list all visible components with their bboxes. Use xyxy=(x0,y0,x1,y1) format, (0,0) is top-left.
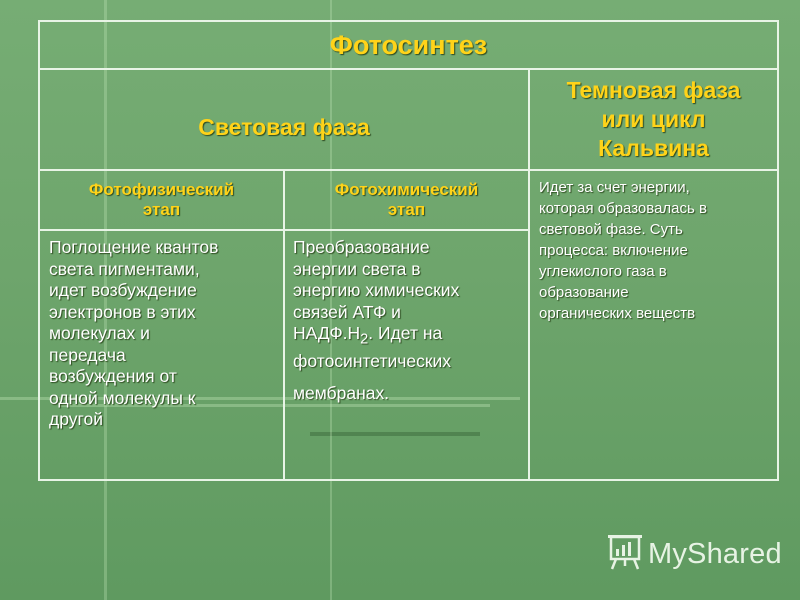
description-line: идет возбуждение xyxy=(49,280,197,300)
photophysical-description xyxy=(39,230,284,480)
stage-line: Фотофизический xyxy=(88,180,235,199)
description-line: связей АТФ и xyxy=(293,301,401,322)
description-line: электронов в этих xyxy=(49,301,196,322)
description-line: световой фазе. Суть xyxy=(539,221,683,238)
photochemical-stage-header xyxy=(284,170,529,230)
stage-line: Фотохимический xyxy=(334,180,479,199)
description-line: Идет за счет энергии, xyxy=(539,179,690,196)
description-line: процесса: включение xyxy=(539,242,688,259)
description-line: другой xyxy=(49,409,104,429)
description-line: энергии света в xyxy=(293,258,421,279)
nadph-text: НАДФ.Н xyxy=(293,323,361,343)
myshared-logo xyxy=(606,533,782,576)
description-line: углекислого газа в xyxy=(539,263,667,280)
description-line: возбуждения от xyxy=(49,366,177,386)
description-line: Преобразование xyxy=(293,237,430,257)
description-line: образование xyxy=(539,284,629,301)
description-line: света пигментами, xyxy=(49,258,200,279)
description-line: передача xyxy=(49,344,126,365)
dark-phase-line: Темновая фаза xyxy=(566,77,741,103)
presentation-board-icon xyxy=(606,533,644,576)
description-line: которая образовалась в xyxy=(539,200,707,217)
description-line: Поглощение квантов xyxy=(49,237,219,257)
subscript: 2 xyxy=(360,331,369,348)
stage-line: этап xyxy=(142,200,181,219)
photochemical-description xyxy=(284,230,529,480)
stage-line: этап xyxy=(387,200,426,219)
description-line: молекулах и xyxy=(49,323,150,343)
light-phase-header xyxy=(39,69,529,170)
dark-phase-header xyxy=(529,69,778,170)
description-line: органических веществ xyxy=(539,305,696,322)
table-title: Фотосинтез xyxy=(39,21,778,69)
description-line: одной молекулы к xyxy=(49,387,196,408)
photophysical-stage-header xyxy=(39,170,284,230)
description-line: энергию химических xyxy=(293,280,460,300)
dark-phase-line: Кальвина xyxy=(598,135,709,161)
description-line: фотосинтетических xyxy=(293,351,452,371)
dark-phase-line: или цикл xyxy=(601,106,706,132)
logo-text: MyShared xyxy=(648,538,782,570)
description-line xyxy=(293,323,520,351)
description-text: . Идет на xyxy=(368,323,443,343)
dark-phase-description xyxy=(529,170,778,480)
photosynthesis-table xyxy=(38,20,779,481)
description-line: мембранах. xyxy=(293,382,390,403)
light-phase-label: Световая фаза xyxy=(198,114,370,140)
